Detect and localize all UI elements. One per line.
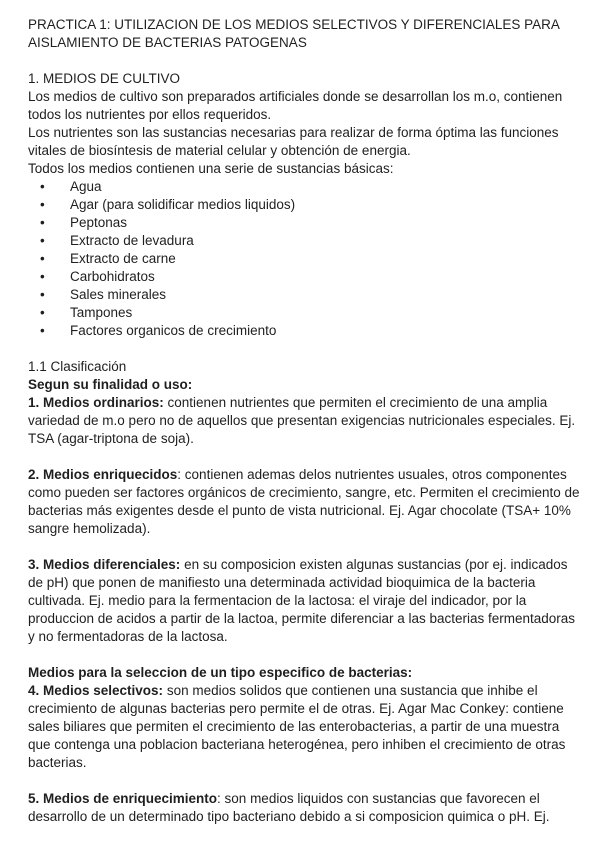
- term-medios-ordinarios: 1. Medios ordinarios:: [28, 395, 164, 410]
- subheading-seleccion: Medios para la seleccion de un tipo especifico de bacterias:: [28, 665, 413, 680]
- list-item: • Carbohidratos: [28, 268, 583, 286]
- paragraph-nutrientes: Los nutrientes son las sustancias necesarias para realizar de forma óptima las funciones vitales de biosíntesis de material celular y obtención de energia.: [28, 125, 559, 158]
- list-item: • Tampones: [28, 304, 583, 322]
- term-medios-diferenciales: 3. Medios diferenciales:: [28, 557, 181, 572]
- section-heading-medios-de-cultivo: 1. MEDIOS DE CULTIVO: [28, 71, 181, 86]
- list-item: • Sales minerales: [28, 286, 583, 304]
- paragraph-definicion: Los medios de cultivo son preparados artificiales donde se desarrollan los m.o, contienen todos los nutrientes por ellos requeridos.: [28, 89, 563, 122]
- paragraph-medios-diferenciales: 3. Medios diferenciales: en su composicion existen algunas sustancias (por ej. indicados de pH) que ponen de manifiesto una determinada actividad bioquimica de la bacteria cultivada. Ej. medio para la fermentacion de la lactosa: el viraje del indicador, por la produccion de acidos a partir de la lactoa, permite diferenciar a las bacterias fermentadoras y no fermentadoras de la lactosa.: [28, 557, 576, 644]
- section-heading-clasificacion: 1.1 Clasificación: [28, 359, 127, 374]
- list-item: • Agua: [28, 178, 583, 196]
- list-item: • Factores organicos de crecimiento: [28, 322, 583, 340]
- paragraph-sustancias-basicas: Todos los medios contienen una serie de sustancias básicas:: [28, 161, 394, 176]
- bullet-list-sustancias: [28, 178, 583, 340]
- term-medios-enriquecidos: 2. Medios enriquecidos: [28, 467, 178, 482]
- paragraph-medios-enriquecimiento: 5. Medios de enriquecimiento: son medios liquidos con sustancias que favorecen el desarrollo de un determinado tipo bacteriano debido a si composicion quimica o pH. Ej.: [28, 791, 550, 824]
- list-item: • Extracto de levadura: [28, 232, 583, 250]
- list-item: • Agar (para solidificar medios liquidos): [28, 196, 583, 214]
- subheading-finalidad: Segun su finalidad o uso:: [28, 377, 193, 392]
- paragraph-medios-selectivos: 4. Medios selectivos: son medios solidos que contienen una sustancia que inhibe el crecimiento de algunas bacterias pero permite el de otras. Ej. Agar Mac Conkey: contiene sales biliares que permiten el crecimiento de las enterobacterias, a partir de una muestra que contenga una poblacion bacteriana heterogénea, pero inhiben el crecimiento de otras bacterias.: [28, 683, 566, 770]
- paragraph-medios-enriquecidos: 2. Medios enriquecidos: contienen ademas delos nutrientes usuales, otros componentes como pueden ser factores orgánicos de crecimiento, sangre, etc. Permiten el crecimiento de bacterias más exigentes desde el punto de vista nutricional. Ej. Agar chocolate (TSA+ 10% sangre hemolizada).: [28, 467, 580, 536]
- document-page: [28, 16, 583, 826]
- term-medios-enriquecimiento: 5. Medios de enriquecimiento: [28, 791, 218, 806]
- paragraph-medios-ordinarios: 1. Medios ordinarios: contienen nutrientes que permiten el crecimiento de una amplia variedad de m.o pero no de aquellos que presentan exigencias nutricionales especiales. Ej. TSA (agar-triptona de soja).: [28, 395, 576, 446]
- term-medios-selectivos: 4. Medios selectivos:: [28, 683, 164, 698]
- document-title: PRACTICA 1: UTILIZACION DE LOS MEDIOS SELECTIVOS Y DIFERENCIALES PARA AISLAMIENTO DE BACTERIAS PATOGENAS: [28, 17, 560, 50]
- list-item: • Peptonas: [28, 214, 583, 232]
- list-item: • Extracto de carne: [28, 250, 583, 268]
